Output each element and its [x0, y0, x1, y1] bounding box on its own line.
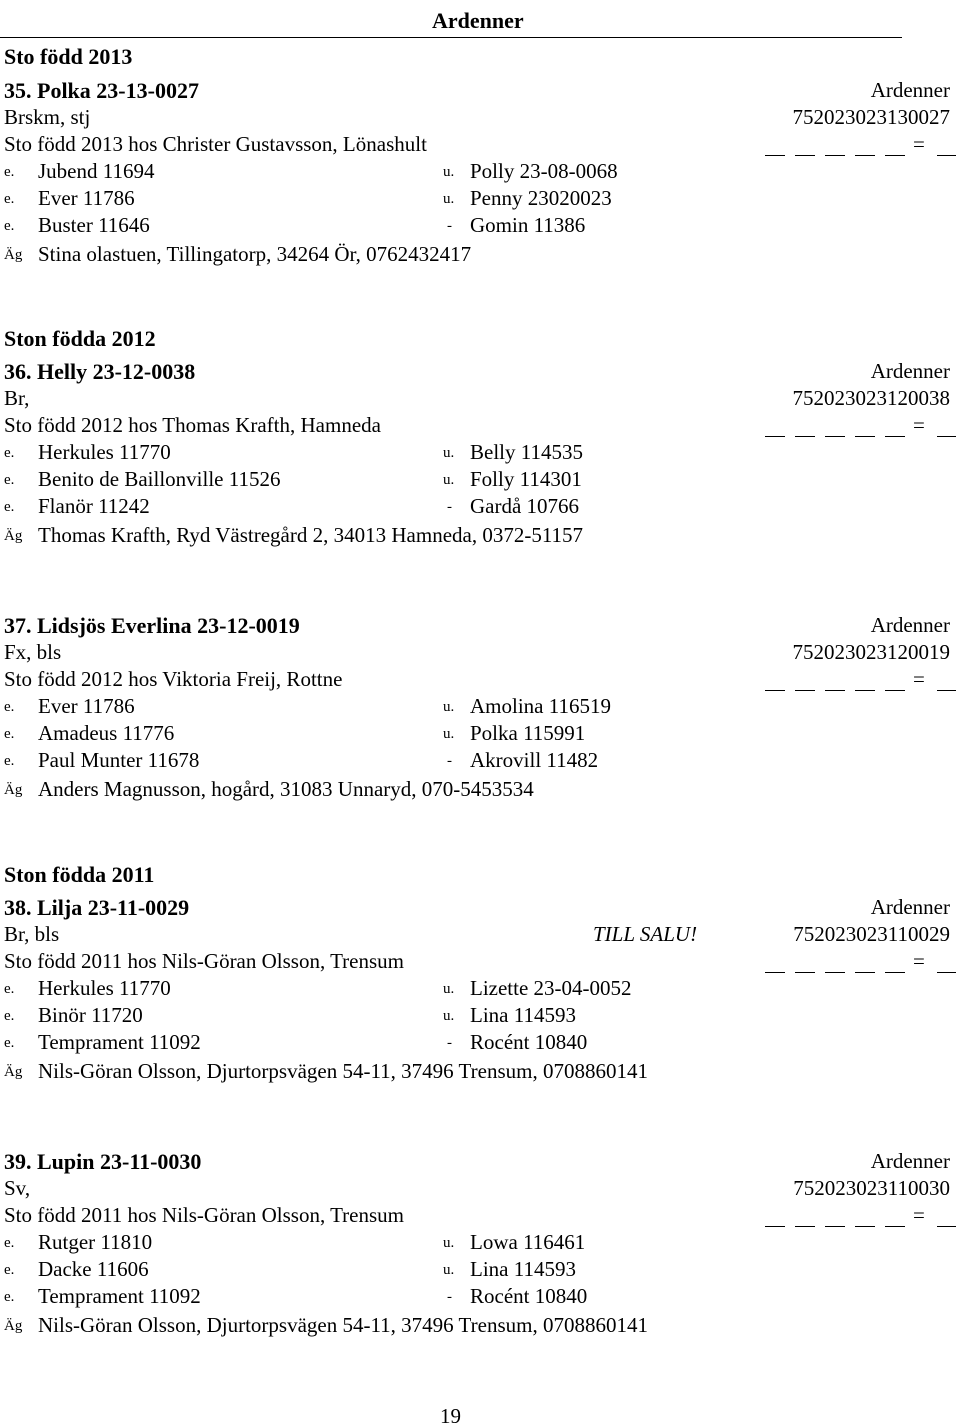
granddam: Rocént 10840 — [470, 1030, 588, 1054]
dam-prefix: u. — [443, 191, 455, 207]
dam: Polly 23-08-0068 — [470, 159, 618, 183]
dam: Belly 114535 — [470, 440, 583, 464]
entry-born: Sto född 2012 hos Thomas Krafth, Hamneda — [4, 413, 381, 437]
dam-of-dam: Polka 115991 — [470, 721, 586, 745]
dam-prefix: u. — [443, 445, 455, 461]
sire-prefix: e. — [4, 726, 15, 742]
entry-breed: Ardenner — [870, 78, 950, 102]
entry-36 — [0, 361, 960, 551]
entry-born: Sto född 2013 hos Christer Gustavsson, Lönashult — [4, 132, 427, 156]
sire: Jubend 11694 — [38, 159, 155, 183]
dam-prefix: u. — [443, 726, 455, 742]
sire-prefix: e. — [4, 1262, 15, 1278]
owner: Stina olastuen, Tillingatorp, 34264 Ör, 0762432417 — [38, 242, 472, 266]
owner: Anders Magnusson, hogård, 31083 Unnaryd, 070-5453534 — [38, 777, 534, 801]
sire-prefix: e. — [4, 1235, 15, 1251]
entry-heading: 38. Lilja 23-11-0029 — [4, 895, 190, 920]
dam-prefix: u. — [443, 472, 455, 488]
header-rule — [0, 37, 902, 38]
dam-of-dam: Lina 114593 — [470, 1257, 576, 1281]
sire-prefix: e. — [4, 1008, 15, 1024]
sire-of-sire: Benito de Baillonville 11526 — [38, 467, 281, 491]
score-equals: = — [913, 667, 925, 691]
entry-breed: Ardenner — [870, 1149, 950, 1173]
sire-prefix: e. — [4, 1289, 15, 1305]
entry-color: Br, bls — [4, 922, 60, 946]
sire-of-sire: Amadeus 11776 — [38, 721, 175, 745]
grandsire: Paul Munter 11678 — [38, 748, 200, 772]
dash-prefix: - — [447, 1035, 452, 1051]
sire-prefix: e. — [4, 472, 15, 488]
score-equals: = — [913, 949, 925, 973]
owner-prefix: Äg — [4, 1064, 23, 1080]
for-sale-note: TILL SALU! — [593, 922, 698, 946]
sire: Herkules 11770 — [38, 440, 171, 464]
dam: Lowa 116461 — [470, 1230, 586, 1254]
page-number: 19 — [440, 1404, 461, 1428]
section-title-2011: Ston födda 2011 — [4, 862, 155, 887]
dam-of-dam: Lina 114593 — [470, 1003, 576, 1027]
sire-prefix: e. — [4, 218, 15, 234]
granddam: Rocént 10840 — [470, 1284, 588, 1308]
sire-prefix: e. — [4, 699, 15, 715]
entry-reg-number: 752023023110029 — [793, 922, 950, 946]
sire: Ever 11786 — [38, 694, 135, 718]
entry-37 — [0, 615, 960, 805]
owner: Thomas Krafth, Ryd Västregård 2, 34013 Hamneda, 0372-51157 — [38, 523, 584, 547]
sire-of-sire: Ever 11786 — [38, 186, 135, 210]
entry-color: Brskm, stj — [4, 105, 91, 129]
owner: Nils-Göran Olsson, Djurtorpsvägen 54-11, 37496 Trensum, 0708860141 — [38, 1059, 648, 1083]
dash-prefix: - — [447, 218, 452, 234]
sire: Rutger 11810 — [38, 1230, 153, 1254]
granddam: Akrovill 11482 — [470, 748, 599, 772]
owner-prefix: Äg — [4, 528, 23, 544]
owner-prefix: Äg — [4, 1318, 23, 1334]
entry-reg-number: 752023023120019 — [792, 640, 950, 664]
owner-prefix: Äg — [4, 782, 23, 798]
sire-prefix: e. — [4, 753, 15, 769]
sire-prefix: e. — [4, 445, 15, 461]
dash-prefix: - — [447, 1289, 452, 1305]
dam-prefix: u. — [443, 1235, 455, 1251]
entry-color: Fx, bls — [4, 640, 62, 664]
owner-prefix: Äg — [4, 247, 23, 263]
dam-prefix: u. — [443, 164, 455, 180]
section-title-2012: Ston födda 2012 — [4, 326, 156, 351]
grandsire: Flanör 11242 — [38, 494, 150, 518]
dash-prefix: - — [447, 499, 452, 515]
entry-breed: Ardenner — [870, 359, 950, 383]
score-equals: = — [913, 1203, 925, 1227]
grandsire: Buster 11646 — [38, 213, 150, 237]
dam-of-dam: Penny 23020023 — [470, 186, 612, 210]
entry-color: Sv, — [4, 1176, 31, 1200]
dash-prefix: - — [447, 753, 452, 769]
entry-breed: Ardenner — [870, 895, 950, 919]
entry-39 — [0, 1151, 960, 1341]
entry-reg-number: 752023023120038 — [792, 386, 950, 410]
entry-reg-number: 752023023130027 — [792, 105, 950, 129]
score-equals: = — [913, 132, 925, 156]
sire-prefix: e. — [4, 191, 15, 207]
dam-prefix: u. — [443, 981, 455, 997]
entry-heading: 35. Polka 23-13-0027 — [4, 78, 199, 103]
dam: Lizette 23-04-0052 — [470, 976, 632, 1000]
dam-prefix: u. — [443, 1008, 455, 1024]
sire-prefix: e. — [4, 981, 15, 997]
sire-prefix: e. — [4, 499, 15, 515]
sire-of-sire: Binör 11720 — [38, 1003, 143, 1027]
entry-breed: Ardenner — [870, 613, 950, 637]
granddam: Gomin 11386 — [470, 213, 586, 237]
entry-born: Sto född 2012 hos Viktoria Freij, Rottne — [4, 667, 343, 691]
sire: Herkules 11770 — [38, 976, 171, 1000]
entry-38 — [0, 897, 960, 1087]
entry-heading: 36. Helly 23-12-0038 — [4, 359, 196, 384]
dam-prefix: u. — [443, 1262, 455, 1278]
entry-born: Sto född 2011 hos Nils-Göran Olsson, Trensum — [4, 1203, 405, 1227]
entry-reg-number: 752023023110030 — [793, 1176, 950, 1200]
entry-35 — [0, 80, 960, 270]
sire-prefix: e. — [4, 1035, 15, 1051]
dam: Amolina 116519 — [470, 694, 611, 718]
entry-born: Sto född 2011 hos Nils-Göran Olsson, Trensum — [4, 949, 405, 973]
sire-prefix: e. — [4, 164, 15, 180]
sire-of-sire: Dacke 11606 — [38, 1257, 149, 1281]
grandsire: Temprament 11092 — [38, 1284, 201, 1308]
owner: Nils-Göran Olsson, Djurtorpsvägen 54-11, 37496 Trensum, 0708860141 — [38, 1313, 648, 1337]
grandsire: Temprament 11092 — [38, 1030, 201, 1054]
entry-heading: 37. Lidsjös Everlina 23-12-0019 — [4, 613, 300, 638]
page-header: Ardenner — [432, 8, 524, 33]
section-title-2013: Sto född 2013 — [4, 44, 133, 69]
granddam: Gardå 10766 — [470, 494, 580, 518]
entry-color: Br, — [4, 386, 30, 410]
entry-heading: 39. Lupin 23-11-0030 — [4, 1149, 202, 1174]
score-equals: = — [913, 413, 925, 437]
dam-of-dam: Folly 114301 — [470, 467, 582, 491]
dam-prefix: u. — [443, 699, 455, 715]
